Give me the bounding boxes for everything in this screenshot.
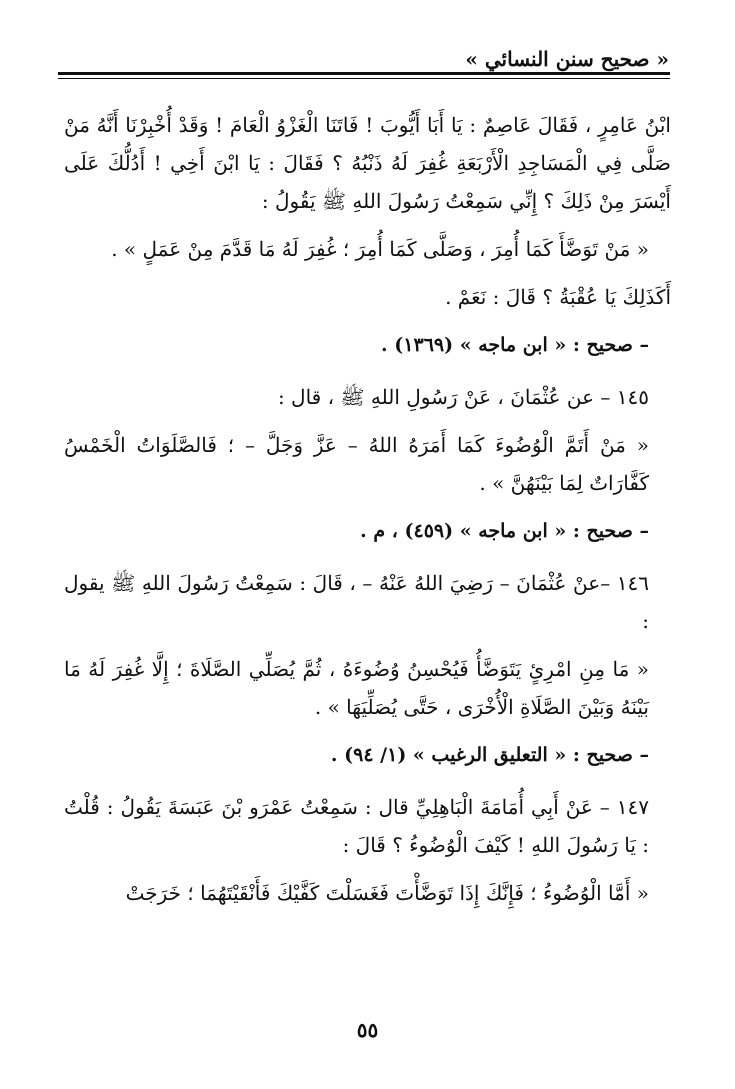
book-title: « صحيح سنن النسائي » [465, 47, 669, 71]
grading-line: – صحيح : « ابن ماجه » (٤٥٩) ، م . [360, 520, 649, 542]
page-body [64, 106, 671, 922]
header-rule-thick [58, 72, 670, 75]
grading-line: – صحيح : « ابن ماجه » (١٣٦٩) . [381, 334, 649, 356]
hadith-heading: ١٤٧ – عَنْ أَبِي أُمَامَةَ الْبَاهِلِيِّ قال : سَمِعْتُ عَمْرَو بْنَ عَبَسَةَ يَقُولُ : قُلْتُ : يَا رَسُولَ اللهِ ! كَيْفَ الْوُضُوءُ ؟ قَالَ : [64, 795, 649, 857]
narration-paragraph: ابْنُ عَامِرٍ ، فَقَالَ عَاصِمٌ : يَا أَبَا أَيُّوبَ ! فَاتَنَا الْغَزْوُ الْعَامَ ! وَقَدْ أُخْبِرْنَا أَنَّهُ مَنْ صَلَّى فِي الْمَسَاجِدِ الْأَرْبَعَةِ غُفِرَ لَهُ ذَنْبُهُ ؟ فَقَالَ : يَا ابْنَ أَخِي ! أَدُلُّكَ عَلَى أَيْسَرَ مِنْ ذَلِكَ ؟ إِنِّي سَمِعْتُ رَسُولَ اللهِ ﷺ يَقُولُ : [64, 113, 671, 213]
hadith-heading: ١٤٥ – عن عُثْمَانَ ، عَنْ رَسُولِ اللهِ ﷺ ، قال : [277, 385, 649, 409]
hadith-text: « مَنْ تَوَضَّأَ كَمَا أُمِرَ ، وَصَلَّى كَمَا أُمِرَ ؛ غُفِرَ لَهُ مَا قَدَّمَ مِنْ عَمَلٍ » . [111, 237, 649, 261]
hadith-text: « أَمَّا الْوُضُوءُ ؛ فَإِنَّكَ إِذَا تَوَضَّأْتَ فَغَسَلْتَ كَفَّيْكَ فَأَنْقَيْتَهُمَا ؛ خَرَجَتْ [125, 881, 649, 905]
grading-line: – صحيح : « التعليق الرغيب » (١/ ٩٤) . [330, 744, 649, 766]
hadith-text: « مَا مِنِ امْرِئٍ يَتَوَضَّأُ فَيُحْسِنُ وُضُوءَهُ ، ثُمَّ يُصَلِّي الصَّلَاةَ ؛ إِلَّا غُفِرَ لَهُ مَا بَيْنَهُ وَبَيْنَ الصَّلَاةِ الْأُخْرَى ، حَتَّى يُصَلِّيَهَا » . [64, 657, 649, 719]
hadith-heading: ١٤٦ –عنْ عُثْمَانَ – رَضِيَ اللهُ عَنْهُ – ، قَالَ : سَمِعْتُ رَسُولَ اللهِ ﷺ يقول : [64, 571, 649, 633]
narration-paragraph: أَكَذَلِكَ يَا عُقْبَةُ ؟ قَالَ : نَعَمْ . [445, 285, 671, 309]
running-header [64, 42, 669, 76]
page-number: ٥٥ [356, 1018, 379, 1042]
hadith-text: « مَنْ أَتَمَّ الْوُضُوءَ كَمَا أَمَرَهُ اللهُ – عَزَّ وَجَلَّ – ؛ فَالصَّلَوَاتُ الْخَمْسُ كَفَّارَاتٌ لِمَا بَيْنَهُنَّ » . [64, 433, 649, 495]
header-rule-thin [58, 78, 670, 79]
